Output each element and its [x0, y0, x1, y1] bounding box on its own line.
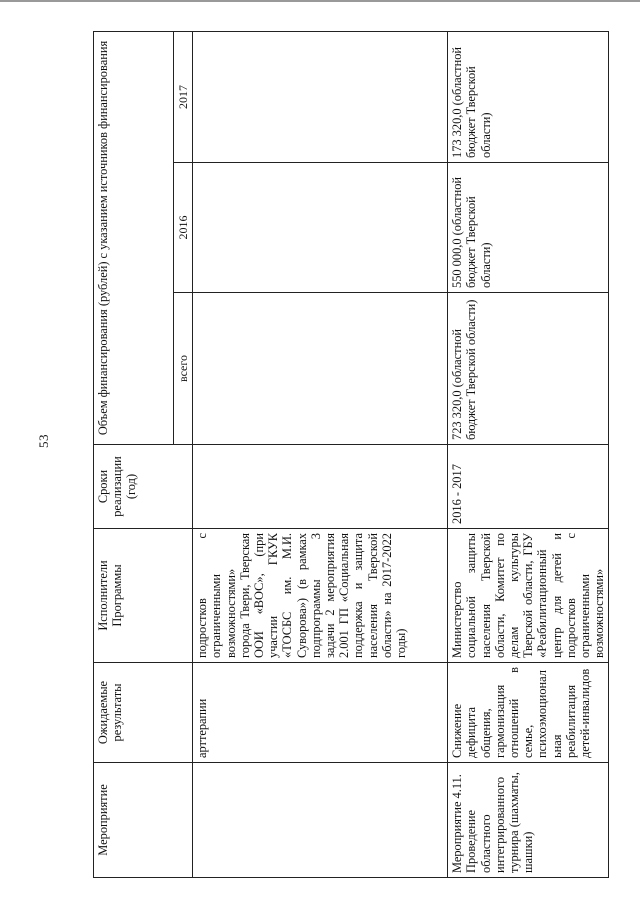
cell-total: [193, 293, 448, 445]
cell-2016: 550 000,0 (областной бюджет Тверской области): [448, 163, 609, 293]
cell-2017: [193, 31, 448, 162]
header-2017: 2017: [174, 31, 193, 162]
cell-terms: [193, 445, 448, 529]
header-executors: Исполнители Программы: [94, 529, 193, 663]
scan-edge: [0, 0, 640, 8]
cell-results: арттерапии: [193, 663, 448, 763]
rotated-table-container: [93, 32, 607, 878]
header-terms: Сроки реализации (год): [94, 445, 193, 529]
header-expected-results: Ожидаемые результаты: [94, 663, 193, 763]
cell-event: Мероприятие 4.11. Проведение областного интегрированного турнира (шахматы, шашки): [448, 763, 609, 878]
table-row: [448, 31, 609, 877]
cell-total: 723 320,0 (областной бюджет Тверской области): [448, 293, 609, 445]
cell-executors: подростков с ограниченными возможностями» города Твери, Тверская ООИ «ВОС», (при участии ГКУК «ТОСБС им. М.И. Суворова») (в рамках подпрограммы 3 задачи 2 мероприятия 2.001 ГП «Социальная поддержка и защита населения Тверской области» на 2017-2022 годы): [193, 529, 448, 663]
cell-2017: 173 320,0 (областной бюджет Тверской области): [448, 31, 609, 162]
page-number: 53: [36, 434, 51, 448]
header-total: всего: [174, 293, 193, 445]
header-2016: 2016: [174, 163, 193, 293]
header-event: Мероприятие: [94, 763, 193, 878]
financing-table: [93, 31, 609, 878]
cell-event: [193, 763, 448, 878]
cell-executors: Министерство социальной защиты населения Тверской области, Комитет по делам культуры Тверской области, ГБУ «Реабилитационный центр для детей и подростков с ограниченными возможностями»: [448, 529, 609, 663]
header-financing: Объем финансирования (рублей) с указанием источников финансирования: [94, 31, 174, 444]
cell-2016: [193, 163, 448, 293]
header-row: [94, 31, 174, 877]
cell-results: Снижение дефицита общения, гармонизация отношений в семье, психоэмоциональная реабилитация детей-инвалидов: [448, 663, 609, 763]
table-row: [193, 31, 448, 877]
cell-terms: 2016 - 2017: [448, 445, 609, 529]
